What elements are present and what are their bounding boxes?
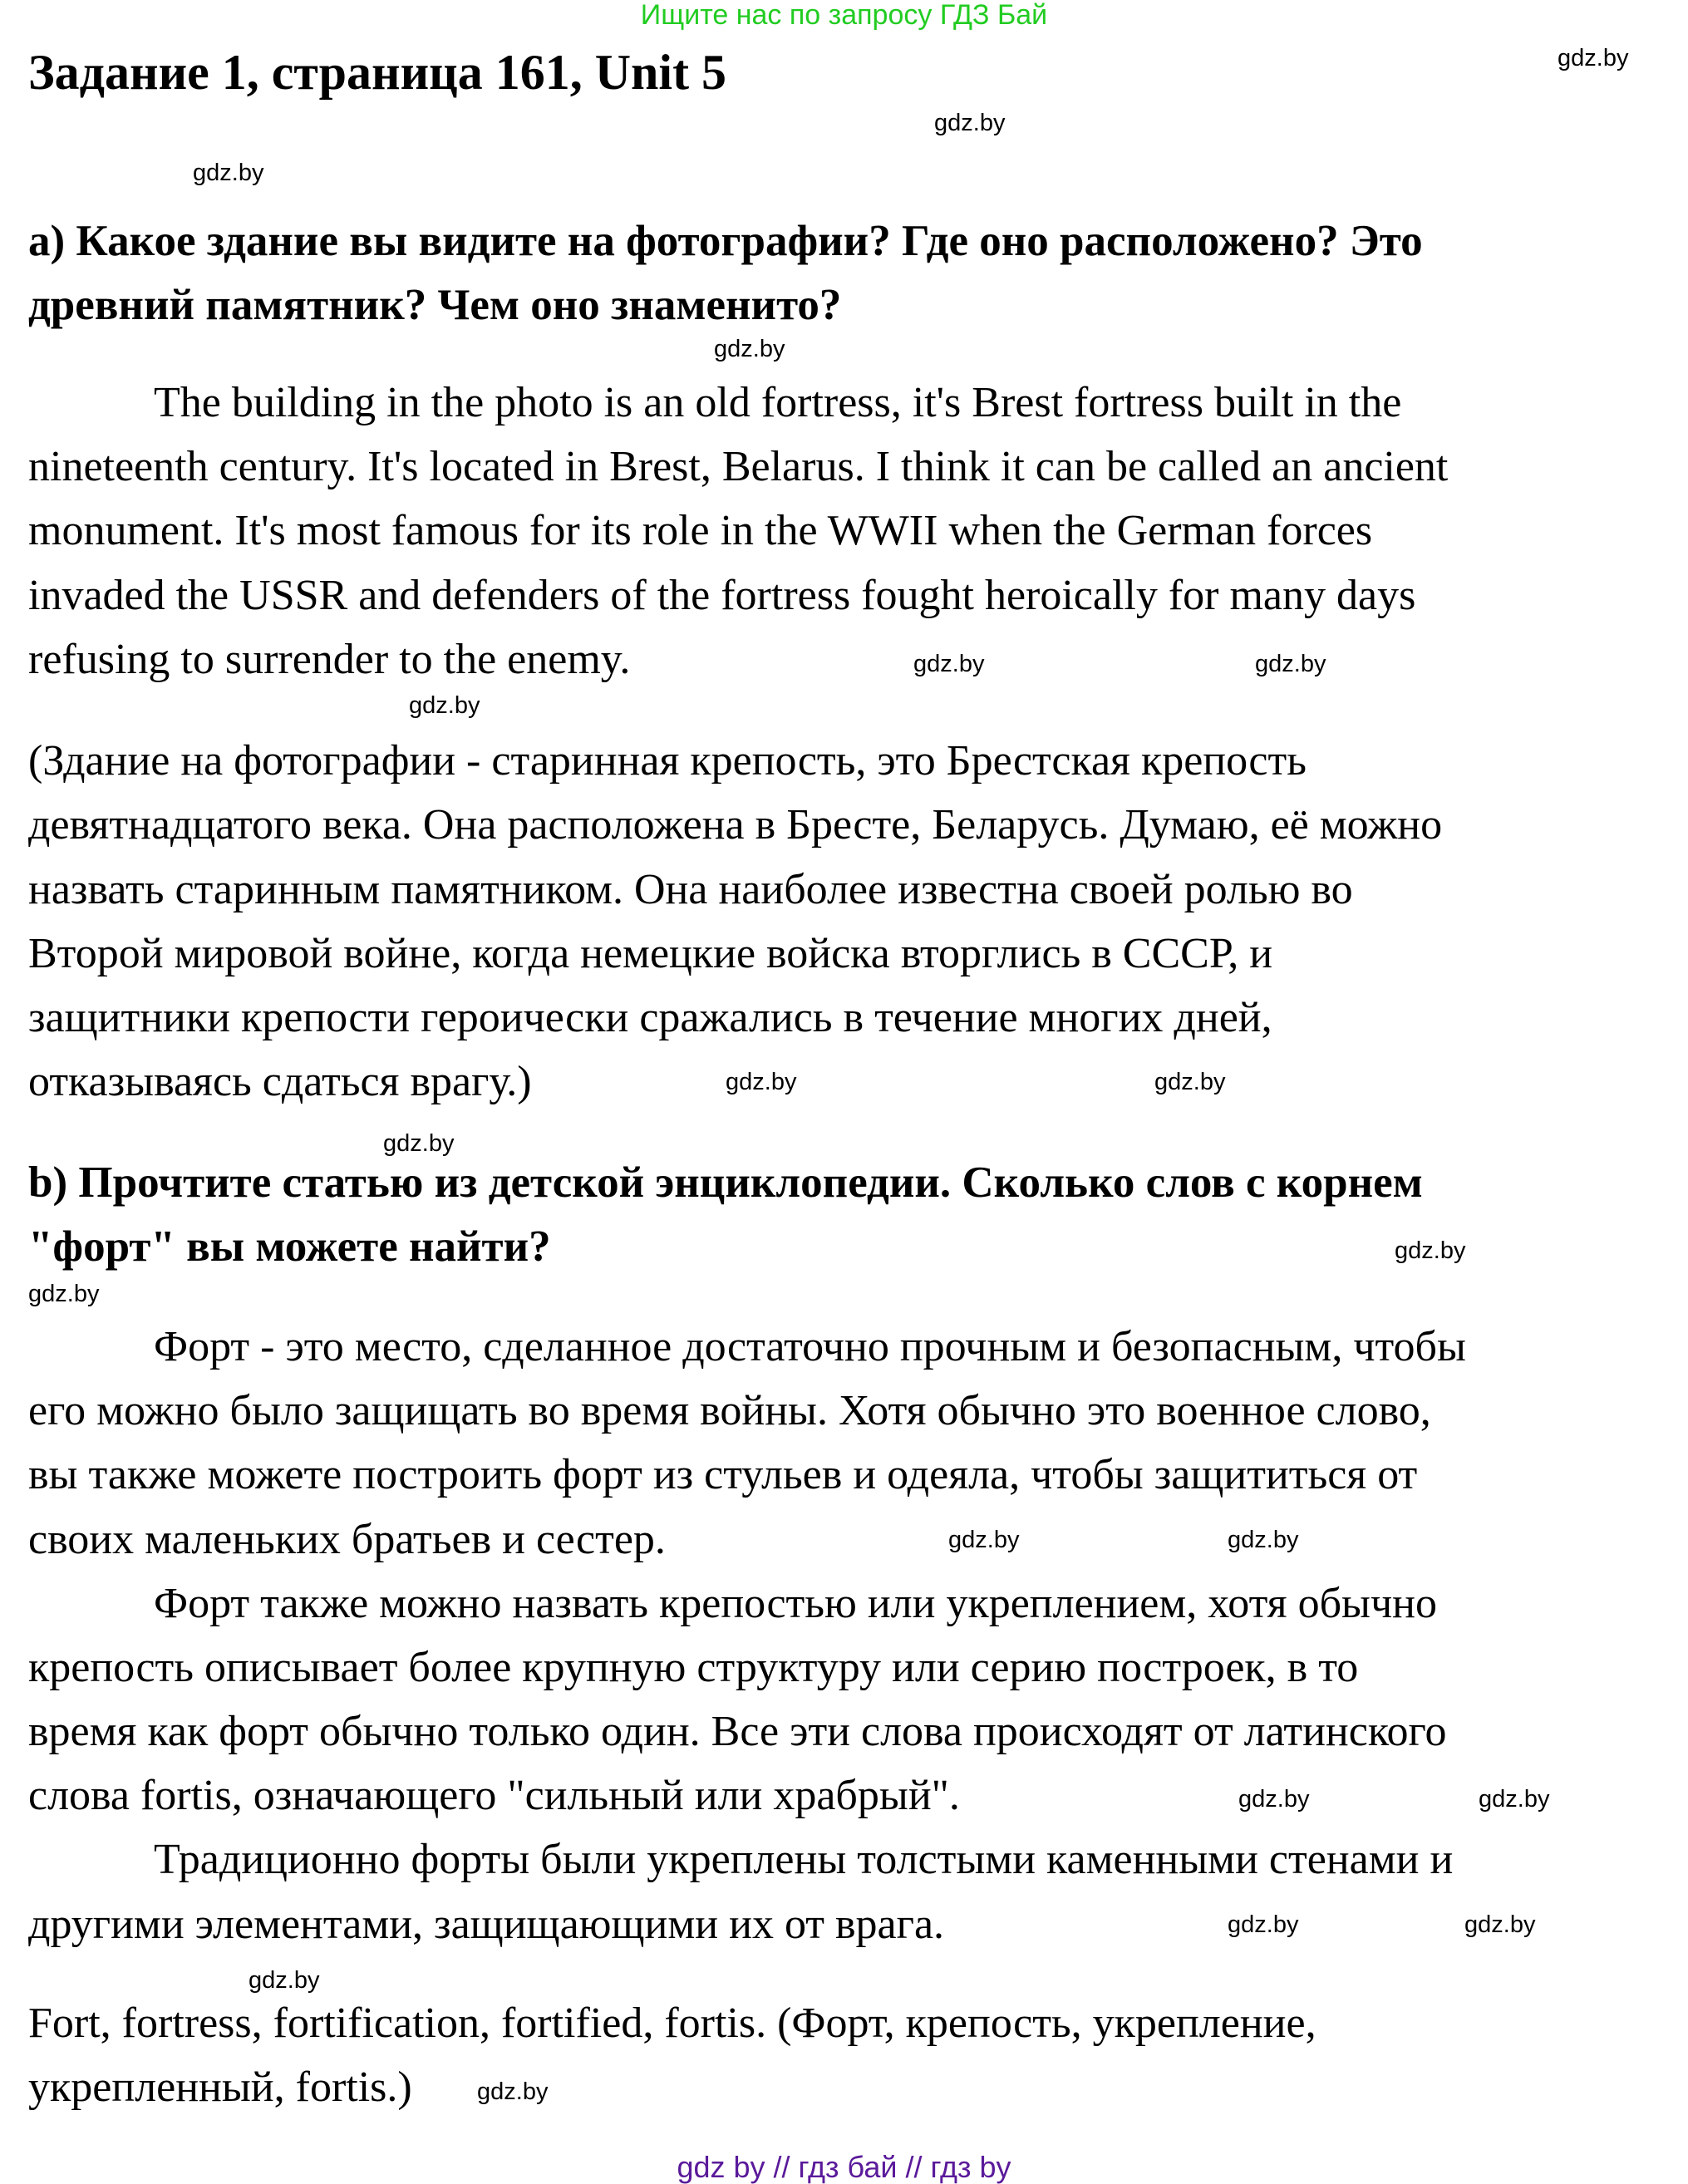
article-line: Традиционно форты были укреплены толстыми каменными стенами и [154,1836,1454,1883]
article-line: его можно было защищать во время войны. Хотя обычно это военное слово, [28,1387,1431,1434]
watermark: gdz.by [1479,1786,1550,1813]
article-line: вы также можете построить форт из стульев и одеяла, чтобы защититься от [28,1451,1418,1498]
answer-ru-line: защитники крепости героически сражались в течение многих дней, [28,994,1272,1041]
answer-ru-line: (Здание на фотографии - старинная крепость, это Брестская крепость [28,737,1307,785]
answer-en-line: The building in the photo is an old fortress, it's Brest fortress built in the [154,379,1402,426]
watermark: gdz.by [948,1527,1020,1553]
answer-en-line: monument. It's most famous for its role in the WWII when the German forces [28,507,1373,554]
article-line: другими элементами, защищающими их от врага. [28,1901,945,1948]
watermark: gdz.by [714,336,785,362]
promo-banner[interactable]: Ищите нас по запросу ГДЗ Бай [640,0,1048,31]
question-a-line: древний памятник? Чем оно знаменито? [28,281,842,329]
article-line: слова fortis, означающего "сильный или храбрый". [28,1772,960,1819]
watermark: gdz.by [1558,45,1629,71]
footer-links[interactable]: gdz by // гдз бай // гдз by [677,2150,1011,2184]
watermark: gdz.by [1238,1786,1310,1813]
article-line: время как форт обычно только один. Все эти слова происходят от латинского [28,1708,1447,1755]
watermark: gdz.by [383,1130,455,1157]
question-b-line: "форт" вы можете найти? [28,1222,551,1271]
answer-b-line: укрепленный, fortis.) [28,2063,412,2111]
article-line: своих маленьких братьев и сестер. [28,1516,666,1563]
answer-ru-line: девятнадцатого века. Она расположена в Бресте, Беларусь. Думаю, её можно [28,801,1443,849]
watermark: gdz.by [726,1069,797,1095]
answer-en-line: nineteenth century. It's located in Brest, Belarus. I think it can be called an ancient [28,443,1449,490]
watermark: gdz.by [1395,1237,1466,1264]
watermark: gdz.by [409,692,480,719]
watermark: gdz.by [1228,1527,1299,1553]
answer-en-line: invaded the USSR and defenders of the fortress fought heroically for many days [28,572,1416,619]
question-a-line: а) Какое здание вы видите на фотографии? Где оно расположено? Это [28,217,1423,265]
watermark: gdz.by [934,110,1006,136]
page-title: Задание 1, страница 161, Unit 5 [28,45,727,100]
answer-en-line: refusing to surrender to the enemy. [28,636,631,683]
question-b-line: b) Прочтите статью из детской энциклопедии. Сколько слов с корнем [28,1158,1423,1207]
watermark: gdz.by [1154,1069,1226,1095]
article-line: крепость описывает более крупную структуру или серию построек, в то [28,1644,1359,1691]
answer-b-line: Fort, fortress, fortification, fortified, fortis. (Форт, крепость, укрепление, [28,2000,1316,2047]
watermark: gdz.by [1464,1911,1536,1938]
watermark: gdz.by [249,1967,320,1994]
watermark: gdz.by [1228,1911,1299,1938]
answer-ru-line: отказываясь сдаться врагу.) [28,1058,532,1105]
watermark: gdz.by [477,2078,549,2105]
answer-ru-line: назвать старинным памятником. Она наиболее известна своей ролью во [28,866,1353,913]
answer-ru-line: Второй мировой войне, когда немецкие войска вторглись в СССР, и [28,930,1273,977]
watermark: gdz.by [28,1281,100,1307]
watermark: gdz.by [1255,651,1326,677]
watermark: gdz.by [913,651,985,677]
article-line: Форт - это место, сделанное достаточно прочным и безопасным, чтобы [154,1323,1466,1370]
watermark: gdz.by [193,160,264,186]
article-line: Форт также можно назвать крепостью или укреплением, хотя обычно [154,1580,1437,1627]
